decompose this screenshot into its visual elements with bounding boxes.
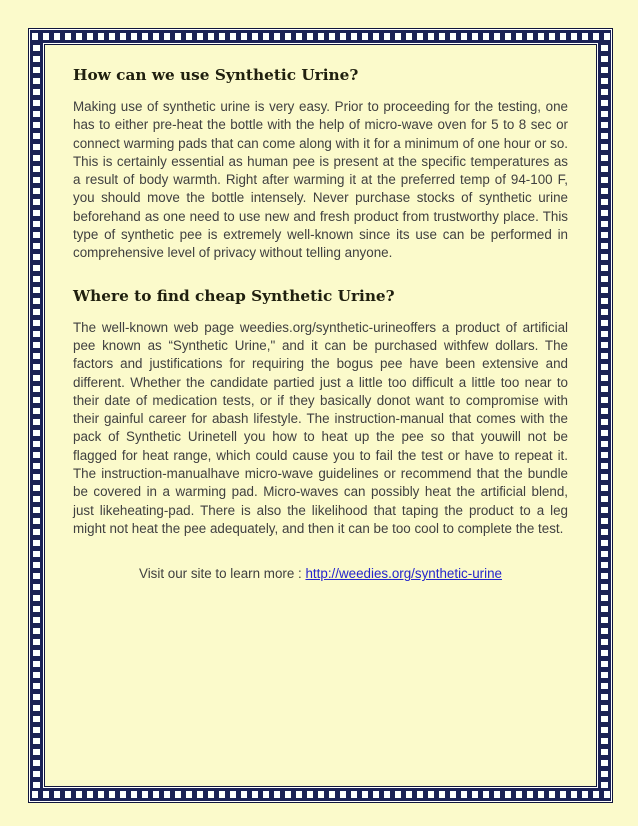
footer-visit-line — [73, 565, 568, 583]
border-band — [30, 30, 611, 801]
border-strip-right — [598, 43, 611, 788]
site-link[interactable]: http://weedies.org/synthetic-urine — [305, 566, 502, 582]
decorative-checkered-border — [28, 28, 613, 803]
footer-prefix-text: Visit our site to learn more : — [139, 566, 306, 582]
content-area — [44, 44, 597, 787]
section-body-how-to-use: Making use of synthetic urine is very easy. Prior to proceeding for the testing, one has to either pre-heat the bottle with the help of micro-wave oven for 5 to 8 sec or connect warming pads that can come along with it for a minimum of one hour or so. This is certainly essential as human pee is present at the specific temperatures as a result of body warmth. Right after warming it at the preferred temp of 94-100 F, you should move the bottle intensely. Never purchase stocks of synthetic urine beforehand as one need to use new and fresh product from trustworthy place. This type of synthetic pee is extremely well-known since its use can be performed in comprehensive level of privacy without telling anyone. — [73, 99, 568, 261]
section-how-to-use — [73, 65, 568, 263]
border-strip-top — [30, 30, 611, 43]
border-strip-left — [30, 43, 43, 788]
section-body-where-to-find: The well-known web page weedies.org/synthetic-urineoffers a product of artificial pee known as “Synthetic Urine," and it can be purchased withfew dollars. The factors and justifications for requiring the bogus pee have been extensive and different. Whether the candidate partied just a little too difficult a little too near to their date of medication tests, or if they basically donot want to compromise with their gainful career for abash lifestyle. The instruction-manual that comes with the pack of Synthetic Urinetell you how to heat up the pee so that youwill not be flagged for heat range, which could cause you to fail the test or have to repeat it. The instruction-manualhave micro-wave guidelines or recommend that the bundle be covered in a warming pad. Micro-waves can possibly heat the artificial blend, just likeheating-pad. There is also the likelihood that taping the product to a leg might not heat the pee adequately, and then it can be too cool to complete the test. — [73, 319, 568, 536]
section-where-to-find — [73, 286, 568, 539]
section-heading-where-to-find: Where to find cheap Synthetic Urine? — [73, 286, 395, 305]
content-frame-gap — [43, 43, 598, 788]
section-heading-how-to-use: How can we use Synthetic Urine? — [73, 66, 359, 84]
border-strip-bottom — [30, 788, 611, 801]
